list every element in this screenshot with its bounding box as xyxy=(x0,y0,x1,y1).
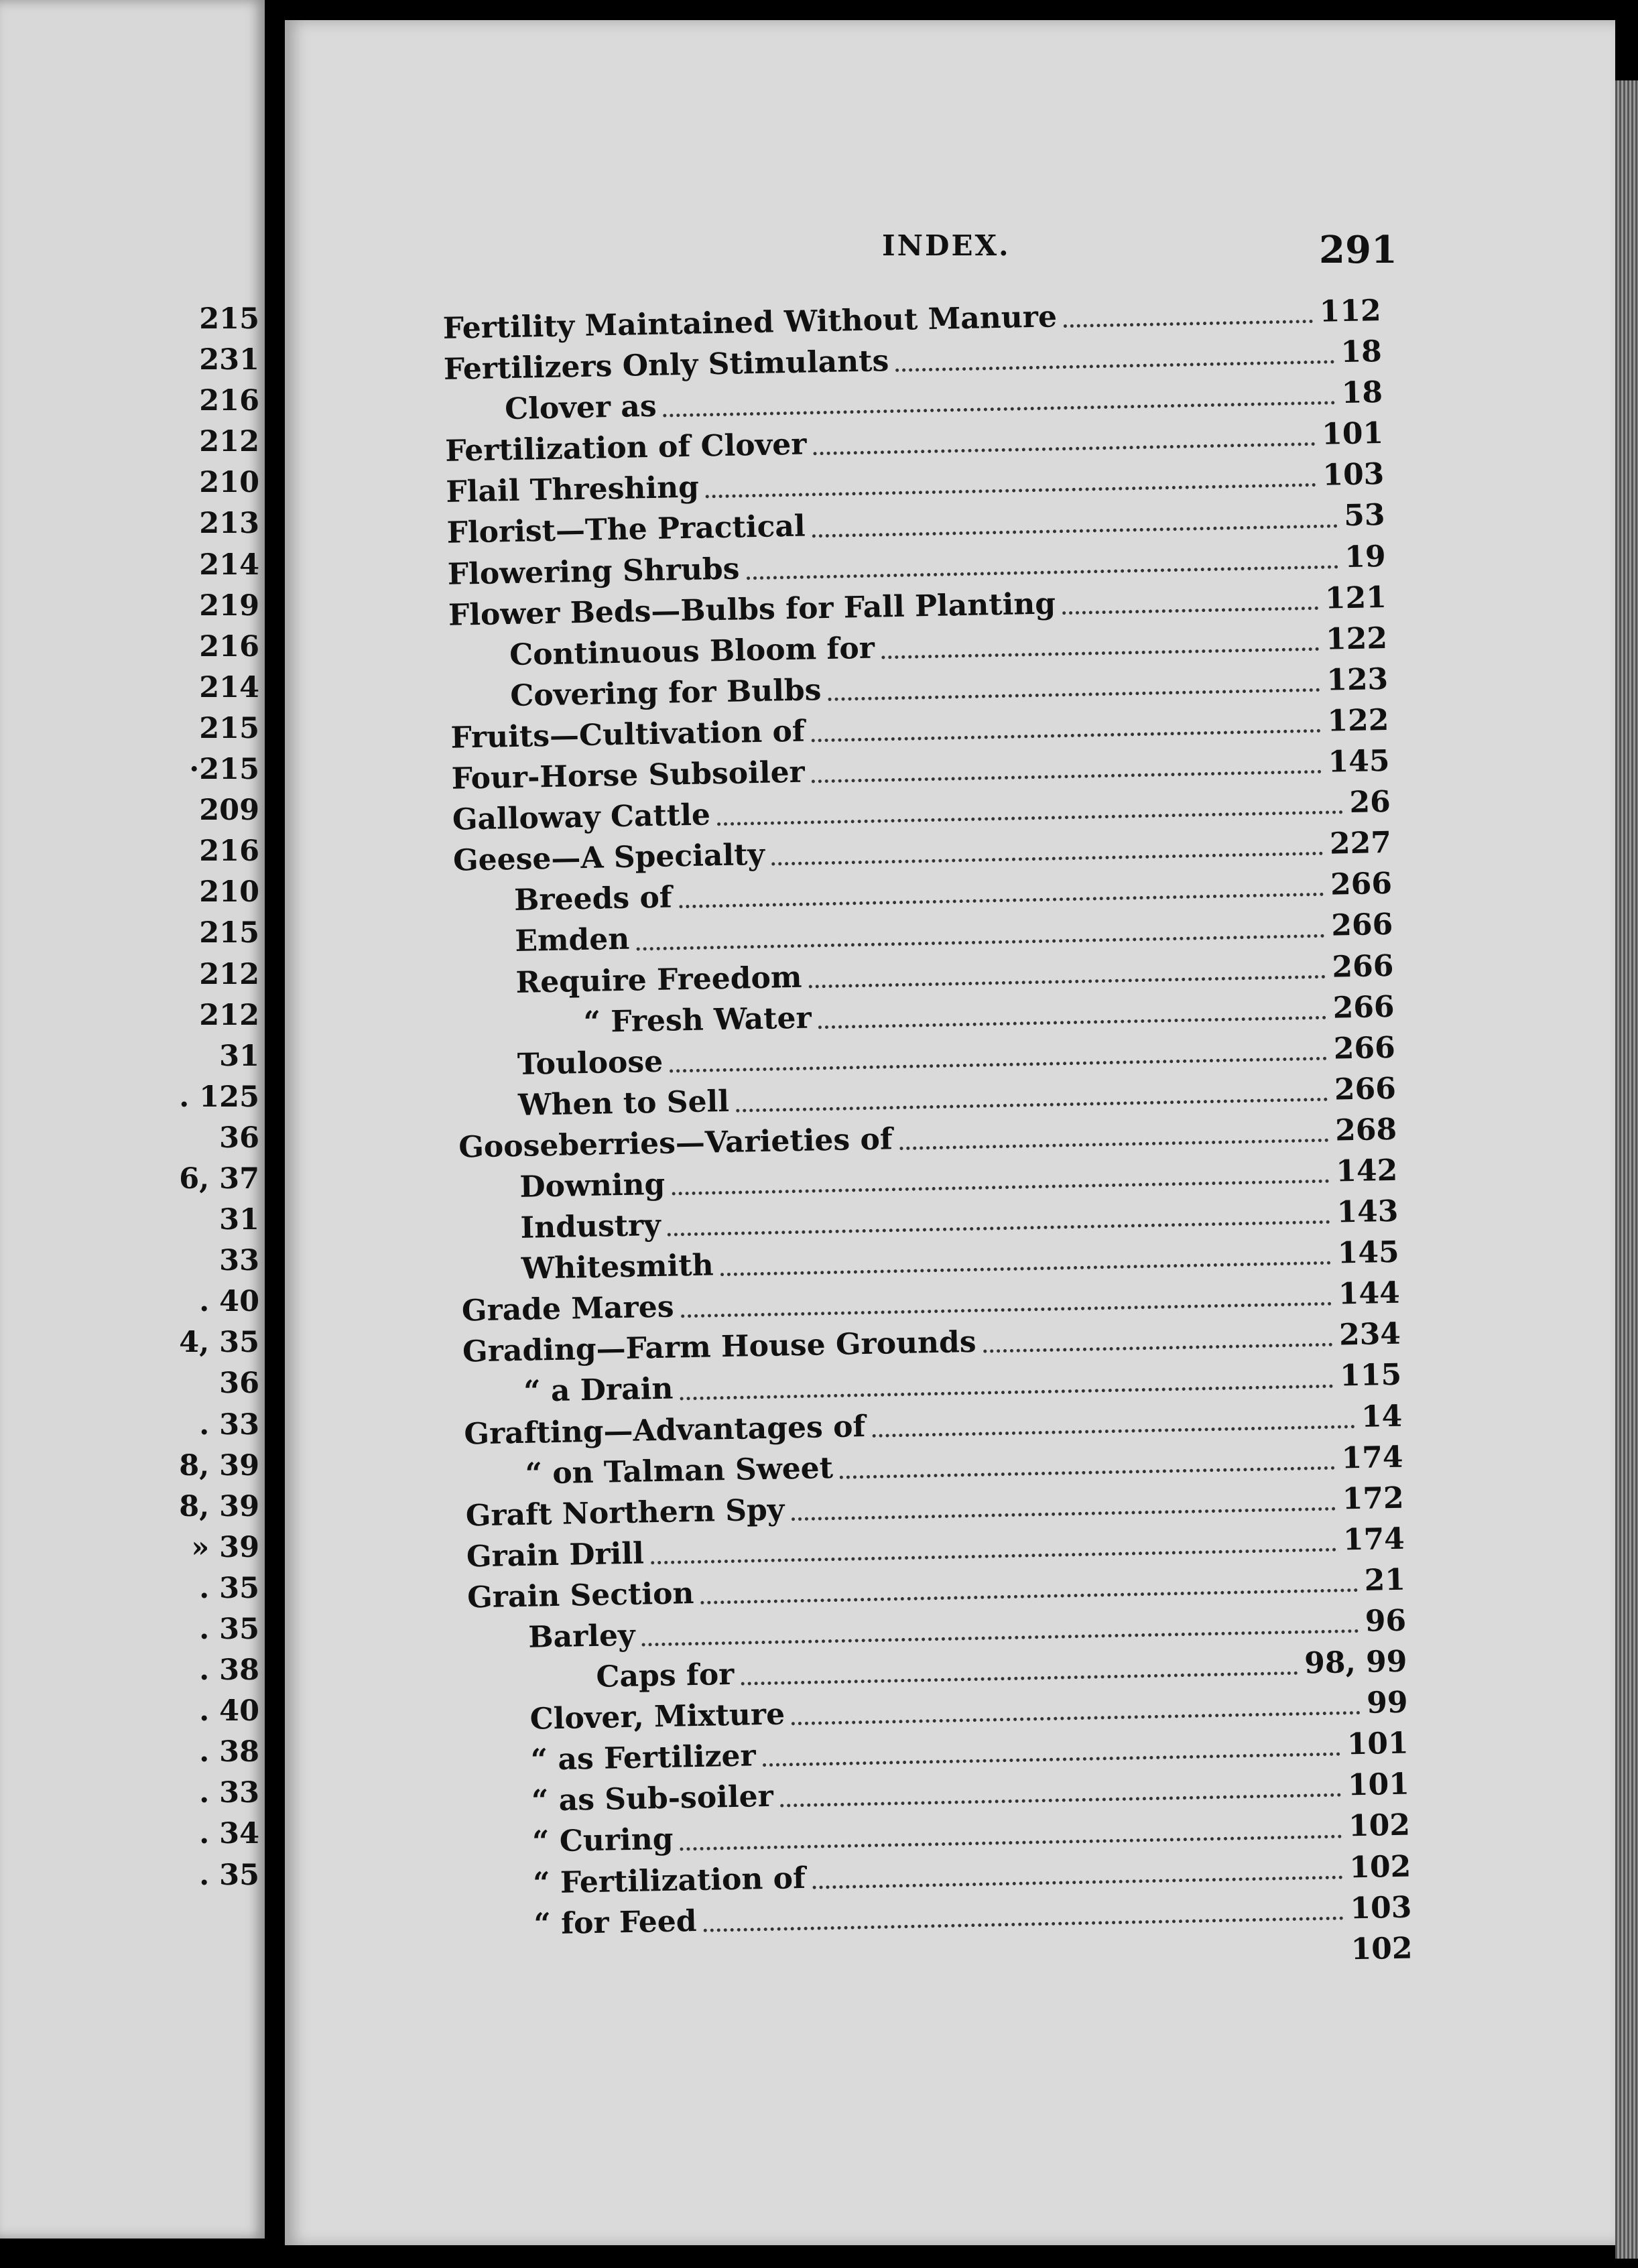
dot-leader xyxy=(672,1180,1329,1196)
index-page-ref: 122 xyxy=(1326,702,1389,739)
left-column-number: 214 xyxy=(199,548,259,582)
dot-leader xyxy=(771,852,1323,866)
left-column-number: ·215 xyxy=(189,753,259,787)
index-term: Downing xyxy=(519,1167,666,1204)
dot-leader xyxy=(668,1220,1330,1237)
index-page-ref: 102 xyxy=(1348,1808,1411,1844)
index-term: Require Freedom xyxy=(515,960,802,1000)
index-page-ref: 123 xyxy=(1326,662,1389,698)
index-term: “ as Fertilizer xyxy=(530,1739,757,1778)
index-term: Grading—Farm House Grounds xyxy=(462,1325,977,1369)
left-column-number: 8, 39 xyxy=(179,1448,259,1483)
index-term: Flail Threshing xyxy=(446,470,700,510)
left-column-number: . 40 xyxy=(199,1285,259,1319)
left-page xyxy=(0,0,265,2239)
index-list xyxy=(442,290,1413,1987)
index-page-ref: 115 xyxy=(1339,1358,1402,1393)
dot-leader xyxy=(720,1261,1331,1276)
index-term: “ a Drain xyxy=(523,1372,674,1409)
index-term: Graft Northern Spy xyxy=(465,1493,785,1533)
left-column-number: 212 xyxy=(199,998,259,1032)
index-term: “ Fresh Water xyxy=(583,1001,812,1040)
index-page-ref: 145 xyxy=(1328,743,1390,779)
index-term: “ on Talman Sweet xyxy=(525,1450,834,1491)
index-term: Continuous Bloom for xyxy=(509,631,875,672)
dot-leader xyxy=(812,1875,1343,1889)
dot-leader xyxy=(792,1711,1360,1725)
dot-leader xyxy=(1064,320,1313,328)
index-page-ref: 266 xyxy=(1332,948,1394,985)
index-term: Touloose xyxy=(517,1044,664,1082)
index-page-ref: 101 xyxy=(1321,416,1384,452)
dot-leader xyxy=(706,483,1316,498)
dot-leader xyxy=(818,1015,1326,1029)
left-column-number: 36 xyxy=(219,1121,259,1155)
left-column-number: 33 xyxy=(219,1244,259,1278)
index-page-ref: 102 xyxy=(1350,1931,1413,1967)
dot-leader xyxy=(747,565,1338,580)
left-column-number: 31 xyxy=(219,1039,259,1073)
left-column-number: 31 xyxy=(219,1203,259,1237)
index-page-ref: 227 xyxy=(1329,826,1392,861)
index-page-ref: 266 xyxy=(1332,989,1395,1025)
index-term: Gooseberries—Varieties of xyxy=(458,1122,893,1165)
dot-leader xyxy=(791,1507,1336,1521)
index-page-ref: 18 xyxy=(1340,334,1383,370)
index-page-ref: 143 xyxy=(1336,1194,1399,1230)
index-term: Breeds of xyxy=(513,880,673,918)
left-column-number: 210 xyxy=(199,875,259,909)
dot-leader xyxy=(780,1793,1341,1808)
left-column-number: 216 xyxy=(199,834,259,869)
left-column-number: . 38 xyxy=(199,1653,259,1688)
dot-leader xyxy=(681,1302,1332,1318)
dot-leader xyxy=(701,1588,1358,1604)
left-column-numbers xyxy=(179,299,259,1896)
index-term: Fertility Maintained Without Manure xyxy=(442,300,1058,346)
dot-leader xyxy=(1062,607,1318,615)
index-page-ref: 103 xyxy=(1349,1890,1412,1926)
index-term: Grafting—Advantages of xyxy=(464,1409,866,1452)
index-term: Industry xyxy=(520,1208,662,1245)
index-page-ref: 19 xyxy=(1344,539,1387,574)
dot-leader xyxy=(814,442,1316,455)
dot-leader xyxy=(881,647,1319,659)
index-page-ref: 18 xyxy=(1341,375,1383,411)
dot-leader xyxy=(704,1916,1344,1932)
index-term: Covering for Bulbs xyxy=(509,672,822,713)
index-page-ref: 103 xyxy=(1322,457,1385,493)
index-page-ref: 174 xyxy=(1342,1521,1405,1558)
index-term: Geese—A Specialty xyxy=(452,838,765,878)
left-column-number: . 35 xyxy=(199,1571,259,1605)
dot-leader xyxy=(763,1753,1340,1767)
dot-leader xyxy=(741,1672,1298,1686)
index-page-ref: 121 xyxy=(1324,580,1387,616)
index-term: Galloway Cattle xyxy=(452,798,711,837)
dot-leader xyxy=(812,524,1338,538)
index-page-ref: 268 xyxy=(1334,1112,1397,1148)
left-column-number: 215 xyxy=(199,302,259,336)
index-term: Four-Horse Subsoiler xyxy=(451,755,806,796)
index-term: “ Curing xyxy=(531,1822,674,1860)
dot-leader xyxy=(873,1425,1355,1438)
dot-leader xyxy=(670,1057,1327,1073)
dot-leader xyxy=(736,1098,1328,1113)
index-term: Grain Drill xyxy=(466,1536,645,1574)
left-column-number: 6, 37 xyxy=(179,1161,259,1196)
index-term: Flower Beds—Bulbs for Fall Planting xyxy=(448,586,1056,633)
index-term: “ for Feed xyxy=(533,1903,698,1942)
left-column-number: 8, 39 xyxy=(179,1489,259,1523)
index-term: Fertilizers Only Stimulants xyxy=(443,344,889,387)
left-column-number: 215 xyxy=(199,916,259,950)
page-number: 291 xyxy=(1319,228,1397,272)
left-column-number: 216 xyxy=(199,384,259,418)
index-term: Caps for xyxy=(596,1657,735,1694)
index-term: When to Sell xyxy=(517,1084,730,1123)
left-column-number: 214 xyxy=(199,670,259,704)
left-column-number: » 39 xyxy=(191,1530,259,1564)
page-header-title: INDEX. xyxy=(882,229,1011,262)
page-edge xyxy=(1615,80,1638,2259)
dot-leader xyxy=(664,401,1335,418)
index-term: Grain Section xyxy=(466,1576,694,1615)
left-column-number: 212 xyxy=(199,957,259,991)
left-column-number: . 40 xyxy=(199,1694,259,1728)
left-column-number: 216 xyxy=(199,629,259,664)
dot-leader xyxy=(895,361,1334,373)
index-page-ref: 98, 99 xyxy=(1304,1644,1407,1681)
left-column-number: 36 xyxy=(219,1367,259,1401)
index-page-ref: 266 xyxy=(1330,867,1393,902)
left-column-number: . 125 xyxy=(179,1080,259,1114)
index-page-ref: 102 xyxy=(1348,1849,1411,1885)
index-page-ref: 26 xyxy=(1348,784,1391,820)
dot-leader xyxy=(983,1343,1333,1353)
index-term: Fertilization of Clover xyxy=(444,427,807,469)
index-page-ref: 21 xyxy=(1364,1562,1406,1598)
dot-leader xyxy=(679,893,1324,908)
dot-leader xyxy=(680,1384,1334,1400)
index-term: Grade Mares xyxy=(461,1289,674,1328)
index-term: Fruits—Cultivation of xyxy=(450,714,806,755)
left-column-number: . 34 xyxy=(199,1817,259,1851)
left-column-number: 4, 35 xyxy=(179,1326,259,1360)
index-page-ref: 96 xyxy=(1365,1603,1407,1639)
index-page-ref: 14 xyxy=(1361,1399,1403,1434)
index-page-ref: 174 xyxy=(1341,1440,1403,1476)
dot-leader xyxy=(680,1834,1342,1850)
index-page-ref: 234 xyxy=(1338,1317,1401,1352)
left-column-number: . 35 xyxy=(199,1858,259,1892)
index-page-ref: 172 xyxy=(1342,1480,1405,1517)
left-column-number: . 33 xyxy=(199,1776,259,1810)
left-column-number: 219 xyxy=(199,588,259,623)
index-term: “ Fertilization of xyxy=(532,1861,806,1901)
dot-leader xyxy=(812,729,1321,743)
dot-leader xyxy=(812,770,1322,783)
index-page-ref: 112 xyxy=(1319,293,1382,329)
dot-leader xyxy=(899,1139,1329,1150)
index-term: Clover, Mixture xyxy=(529,1697,785,1737)
index-page-ref: 99 xyxy=(1366,1685,1408,1720)
index-page-ref: 142 xyxy=(1335,1153,1398,1189)
index-page-ref: 266 xyxy=(1330,907,1393,943)
index-term: Whitesmith xyxy=(521,1248,714,1287)
index-page-ref: 122 xyxy=(1325,621,1388,657)
left-column-number: 231 xyxy=(199,343,259,377)
index-term: Barley xyxy=(527,1618,635,1655)
left-column-number: . 35 xyxy=(199,1613,259,1646)
index-page-ref: 266 xyxy=(1333,1030,1396,1066)
index-page-ref: 101 xyxy=(1347,1767,1410,1803)
index-term: Clover as xyxy=(504,389,657,427)
left-column-number: 213 xyxy=(199,507,259,541)
left-column-number: 210 xyxy=(199,466,259,500)
index-page-ref: 101 xyxy=(1346,1726,1409,1762)
index-page-ref: 144 xyxy=(1338,1275,1401,1312)
dot-leader xyxy=(717,810,1343,826)
left-column-number: 209 xyxy=(199,794,259,828)
index-page-ref: 53 xyxy=(1343,498,1385,533)
index-term: Florist—The Practical xyxy=(446,509,806,551)
index-term: Flowering Shrubs xyxy=(447,552,740,592)
dot-leader xyxy=(840,1466,1335,1478)
left-column-number: 215 xyxy=(199,711,259,745)
left-column-number: 212 xyxy=(199,425,259,459)
dot-leader xyxy=(828,688,1320,701)
index-term xyxy=(475,1974,535,1976)
index-page-ref: 145 xyxy=(1337,1235,1400,1271)
index-term: Emden xyxy=(514,922,630,959)
left-column-number: . 38 xyxy=(199,1735,259,1769)
dot-leader xyxy=(809,974,1326,988)
index-term: “ as Sub-soiler xyxy=(531,1779,774,1819)
index-page-ref: 266 xyxy=(1334,1071,1397,1107)
left-column-number: . 33 xyxy=(199,1407,259,1442)
